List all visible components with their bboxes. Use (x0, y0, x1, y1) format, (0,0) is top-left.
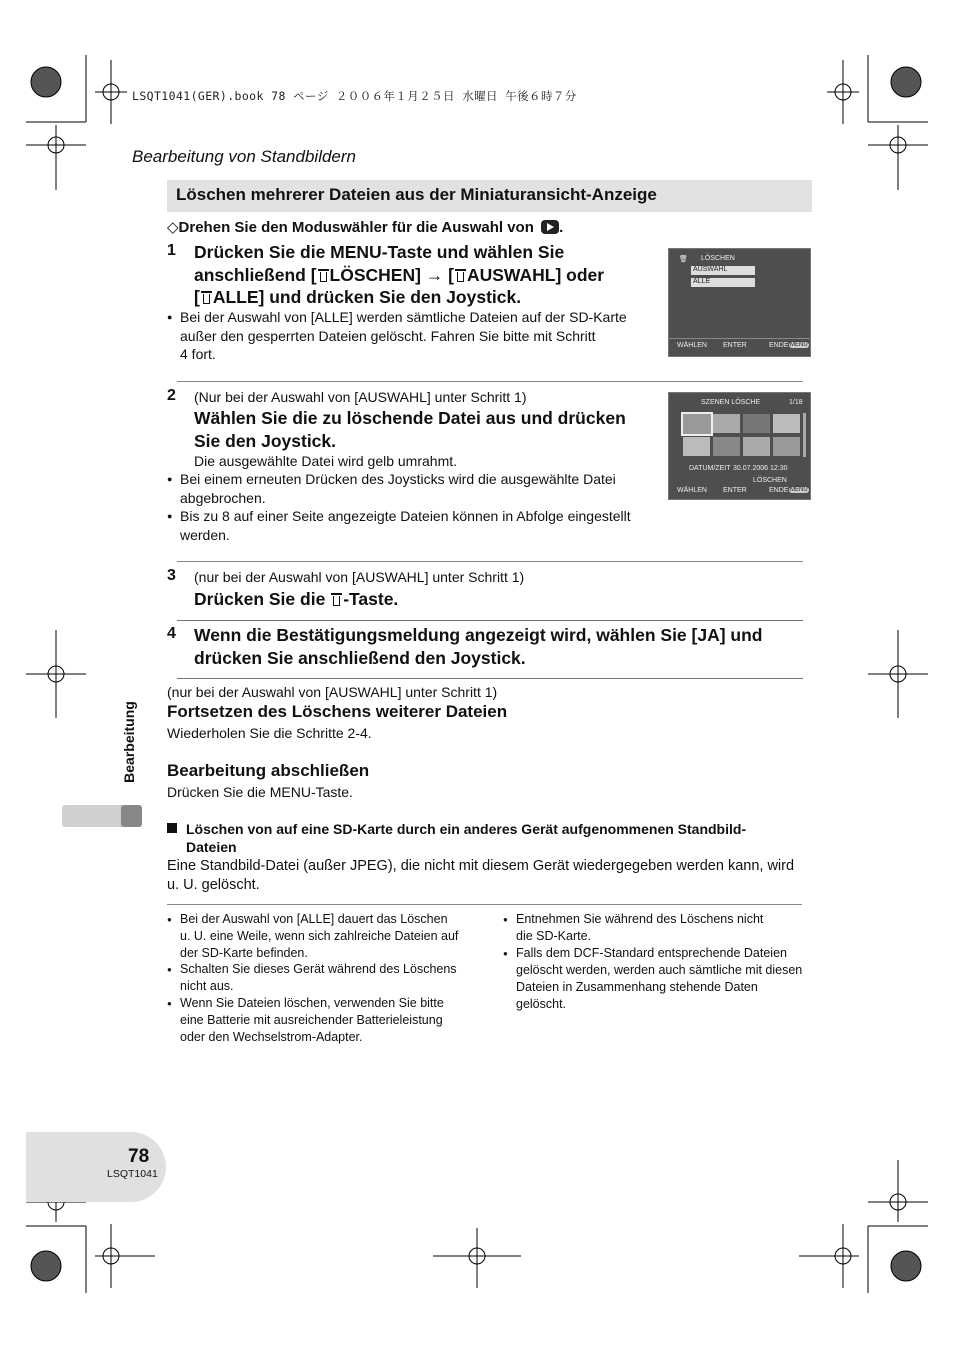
other-device-title: Löschen von auf eine SD-Karte durch ein anderes Gerät aufgenommenen Standbild- Dateien (186, 821, 747, 855)
step1-heading: Drücken Sie die MENU-Taste und wählen Sie anschließend [ LÖSCHEN] → [ AUSWAHL] oder [ ALLE] und drücken Sie den Joystick. (194, 242, 605, 307)
other-device-text: Eine Standbild-Datei (außer JPEG), die nicht mit diesem Gerät wiedergegeben werden kann, wird u. U. gelöscht. (167, 858, 795, 893)
step2-desc: Die ausgewählte Datei wird gelb umrahmt. (194, 453, 458, 469)
note-item: ● Bei der Auswahl von [ALLE] dauert das Löschen u. U. eine Weile, wenn sich zahlreiche Dateien auf der SD-Karte befinden. (167, 911, 458, 962)
step1-number: 1 (167, 242, 176, 259)
scrollbar[interactable] (803, 413, 806, 457)
trash-icon (201, 291, 212, 304)
continue-text: Wiederholen Sie die Schritte 2-4. (167, 725, 372, 741)
thumbnail-selected[interactable] (681, 412, 713, 436)
lcd-trash-icon: 🗑 (679, 256, 688, 263)
thumbnail[interactable] (713, 437, 740, 456)
step2-heading: Wählen Sie die zu löschende Datei aus und drücken Sie den Joystick. (194, 408, 626, 451)
doc-code: LSQT1041 (107, 1168, 158, 1180)
thumbnail[interactable] (773, 414, 800, 433)
step3-note: (nur bei der Auswahl von [AUSWAHL] unter Schritt 1) (194, 569, 525, 585)
step4-heading: Wenn die Bestätigungsmeldung angezeigt wird, wählen Sie [JA] und drücken Sie anschließend den Joystick. (194, 625, 763, 668)
trash-icon (331, 593, 342, 606)
divider (177, 381, 803, 382)
mode-instruction: ◇Drehen Sie den Moduswähler für die Auswahl von . (167, 219, 564, 236)
sidebar-label: Bearbeitung (121, 701, 137, 783)
page-number: 78 (128, 1146, 150, 1167)
step3-heading: Drücken Sie die -Taste. (194, 589, 399, 609)
thumbnail[interactable] (743, 437, 770, 456)
thumbnail[interactable] (713, 414, 740, 433)
continue-note: (nur bei der Auswahl von [AUSWAHL] unter Schritt 1) (167, 684, 498, 700)
finish-title: Bearbeitung abschließen (167, 761, 370, 780)
diamond-icon: ◇ (167, 219, 179, 236)
chapter-tab-marker (121, 805, 142, 827)
lcd-screen-menu: 🗑 LÖSCHEN AUSWAHL ALLE WÄHLEN ENTER ENDE MENU (668, 248, 811, 357)
step3-number: 3 (167, 567, 176, 584)
sidebar-tab (118, 690, 136, 800)
step4-number: 4 (167, 625, 176, 642)
print-header: LSQT1041(GER).book 78 ページ ２００６年１月２５日 水曜日 午後６時７分 (132, 89, 577, 103)
step2-bullet-1: ● Bei einem erneuten Drücken des Joysticks wird die ausgewählte Datei abgebrochen. (167, 470, 616, 507)
note-item: ● Falls dem DCF-Standard entsprechende Dateien gelöscht werden, werden auch sämtliche mit diesen Dateien in Zusammenhang stehende Daten gelöscht. (503, 945, 802, 1013)
trash-icon (455, 269, 466, 282)
playback-mode-icon (541, 220, 559, 234)
square-bullet-icon (167, 823, 177, 833)
continue-title: Fortsetzen des Löschens weiterer Dateien (167, 702, 508, 721)
note-item: ● Schalten Sie dieses Gerät während des Löschens nicht aus. (167, 961, 457, 995)
main-heading: Löschen mehrerer Dateien aus der Miniaturansicht-Anzeige (176, 185, 657, 204)
thumbnail[interactable] (773, 437, 800, 456)
finish-text: Drücken Sie die MENU-Taste. (167, 784, 353, 800)
step2-bullet-2: ● Bis zu 8 auf einer Seite angezeigte Dateien können in Abfolge eingestellt werden. (167, 507, 631, 544)
step1-bullet: ● Bei der Auswahl von [ALLE] werden sämtliche Dateien auf der SD-Karte außer den gesperrten Dateien gelöscht. Fahren Sie bitte mit Schritt 4 fort. (167, 308, 627, 364)
thumbnail[interactable] (743, 414, 770, 433)
note-item: ● Entnehmen Sie während des Löschens nicht die SD-Karte. (503, 911, 763, 945)
divider (177, 678, 803, 679)
divider (177, 561, 803, 562)
thumbnail[interactable] (683, 437, 710, 456)
note-item: ● Wenn Sie Dateien löschen, verwenden Sie bitte eine Batterie mit ausreichender Batterieleistung oder den Wechselstrom-Adapter. (167, 995, 444, 1046)
divider (167, 904, 802, 905)
step2-number: 2 (167, 387, 176, 404)
lcd-screen-thumbnails: SZENEN LÖSCHE 1/18 DATUM/ZEIT 30.07.2006 12:30 LÖSCHEN WÄHLEN ENTER ENDE MENU (668, 392, 811, 500)
section-title: Bearbeitung von Standbildern (132, 147, 356, 166)
divider (177, 620, 803, 621)
step2-note: (Nur bei der Auswahl von [AUSWAHL] unter Schritt 1) (194, 389, 527, 405)
trash-icon (318, 269, 329, 282)
